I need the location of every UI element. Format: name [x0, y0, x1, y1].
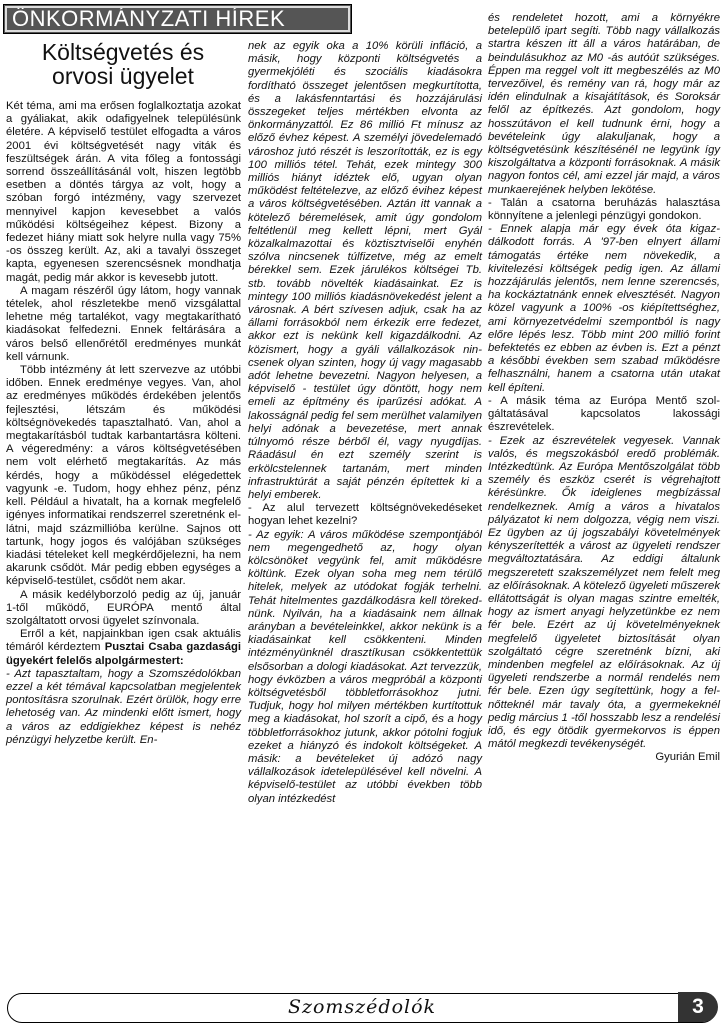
paragraph: nek az egyik oka a 10% körüli infláció, a másik, hogy központi költségvetés a gyermekjóléti és szociális kiadásokra fordítható összeget jelentősen megkurtította, és a lakásfenntartási és hozzájárulási összegeket teljes mértékben elvonta az önkormányzattól. Ez 86 millió Ft mínusz az előző évhez képest. A személyi jövedelemadó városhoz jutó részét is leszorították, ez is egy 100 milliós tétel. Tehát, ezek mintegy 300 milliós hiányt idéztek elő, ugyan olyan működést feltételezve, az előző évihez képest a város költségvetésében. Aztán itt vannak a kötelező béremelések, amit úgy gondolom feltétlenül meg kellett lépni, mert Gyál közalkalmazottai és köztisztviselői enyhén szólva nincsenek túlfizetve, még az emelt bérekkel sem. Ezek járulékos költségei Tb. stb. tovább növelték kiadásainkat. Ez is mintegy 100 milliós kiadásnövekedést jelent a városnak. A bért szívesen adjuk, csak ha az állami forrásokból nem érkezik erre fedezet, akkor ezt is nekünk kell kigazdálkodni. Az közismert, hogy a gyáli vállalkozások nincsenek olyan szinten, hogy új vagy magasabb adót lehetne bevezetni. Nagyon helyesen, a képviselő - testület úgy döntött, hogy nem emeli az építmény és iparűzési adókat. A lakosságnál pedig fel sem merülhet valamilyen helyi adónak a bevezetése, mert annak túlnyomó része bérből él, vagy nyugdíjas. Ráadásul én ezt személy szerint is erkölcstelennek tartanám, mert minden infrastruktúrát a saját pénzén építettek ki a helyi emberek. [248, 40, 482, 501]
publication-title: Szomszédolók [287, 996, 437, 1018]
paragraph [6, 628, 241, 668]
page-footer [7, 993, 717, 1023]
paragraph: és rendeletet hozott, ami a környékre betelepülő ipart segíti. Több nagy vállalkozás startra készen itt áll a város határában, de beindulásukhoz az M0 -ás autóút szükséges. Éppen ma reggel volt itt megbeszélés az M0 tervezőivel, és remény van rá, hogy már az idén elindulnak a kisajátítások, és Soroksár felől az építkezés. Azt gondolom, hogy hosszútávon el kell tudnunk érni, hogy a bevételeink úgy alakuljanak, hogy a költségvetésünk készítésénél ne legyünk így kiszolgáltatva a központi forrásoknak. A másik nagyon fontos cél, ami ezzel jár majd, a város munkaerejének helyben lekötése. [488, 12, 720, 196]
paragraph: Két téma, ami ma erősen foglalkoztatja azokat a gyáliakat, akik odafigyelnek településünk életére. A képviselő testület elfogadta a város 2001 évi költségvetését nagy viták és feszültségek árán. A vita főleg a fontossági sorrend összeállításánál volt, hiszen legtöbb esetben a döntés tárgya az volt, hogy a szóban forgó intézmény, vagy szervezet mennyivel kapjon kevesebbet a valós működési költségeihez képest. Bizony a fedezet hiány miatt sok helyre nulla vagy 75% -os összeg került. Az, aki a tavalyi összeget kapta, egyenesen szerencsésnek mondhatja magát, pedig már akkor is kevesebb jutott. [6, 100, 241, 284]
article-title [3, 40, 243, 88]
intro-text: Erről a két, napjainkban igen csak aktuális témáról kérdeztem [6, 628, 241, 654]
question: - Talán a csatorna beruházás halasztása könnyítene a jelenlegi pénzügyi gondokon. [488, 196, 720, 223]
article-column-1 [6, 100, 241, 747]
article-column-3 [488, 12, 720, 765]
paragraph: - Ezek az észrevételek vegyesek. Vannak valós, és megszokásból eredő problémák. Intézkedtünk. Az Európa Mentőszolgálat több személy és eszköz cserét is végrehajtott kérésünkre. Ők ideiglenes megbízással rendelkeznek. Amíg a város a hivatalos pályázatot ki nem dolgozza, végig nem viszi. Ez ügyben az új jogszabályi követelmények kényszerítették a várost az ügyeleti rendszer megváltoztatására. Az eddigi általunk megszeretett szakszemélyzet nem felelt meg az előírásoknak. A kötelező ügyeleti műszerek ellátottságát is olyan magas szintre emelték, hogy az ismert anyagi helyzetünkbe ez nem fér bele. Ezért az új követelményeknek megfelelő ügyeletet biztosítását olyan szolgáltató cégre szeretnénk bízni, aki mindenben megfelel az előírásoknak. Az új ügyeleti rendszerbe a normál rendelés nem fér bele. Ezen úgy segítettünk, hogy a felnőtteknél már tavaly óta, a gyermekeknél pedig március 1 -től hosszabb lesz a rendelési idő, és egy ötödik gyermekorvos is éppen mától megkezdi tevékenységét. [488, 434, 720, 751]
question: - A másik téma az Európa Mentő szolgáltatásával kapcsolatos lakossági észrevételek. [488, 394, 720, 434]
page-number: 3 [678, 992, 718, 1022]
paragraph: A magam részéről úgy látom, hogy vannak tételek, ahol részletekbe menő vizsgálattal lehetne még tartalékot, vagy megtakarítható kiadásokat felfedezni. Ennek feltárására a város belső ellenőrétől eredményes munkát kell várnunk. [6, 284, 241, 363]
title-line-1: Költségvetés és [41, 39, 205, 65]
paragraph: - Ennek alapja már egy évek óta kigazdálkodott forrás. A '97-ben elnyert állami támogatás értéke nem növekedik, a kivitelezési költségek pedig igen. Az állami hozzájárulás jelentős, nem lenne szerencsés, ha kockáztatnánk ennek elvesztését. Nagyon közel vagyunk a 100% -os kiépítettséghez, ami környezetvédelmi szempontból is nagy előre lépés lesz. Több mint 200 millió forint befektetés ez ebben az évben is. Ezt a pénzt a későbbi években sem szabad működésre felhasználni, hanem a csatorna után utakat kell építeni. [488, 223, 720, 394]
question: - Az alul tervezett költségnövekedéseket hogyan lehet kezelni? [248, 502, 482, 528]
title-line-2: orvosi ügyelet [52, 63, 194, 89]
paragraph: - Az egyik: A város működése szempontjából nem megengedhető az, hogy olyan kölcsönöket vegyünk fel, amit működésre költünk. Ezek olyan soha meg nem térülő hitelek, melyek az utódokat fogják terhelni. Tehát hitelmentes gazdálkodásra kell törekednünk. Nyilván, ha a kiadásaink nem állnak arányban a bevételeinkkel, akkor nekünk is a kiadásainkat kell csökkenteni. Minden intézményünknél drasztíkusan csökkentettük elsősorban a dologi kiadásokat. Azt tervezzük, hogy évközben a város megpróbál a központi költségvetésből többletforrásokhoz jutni. Tudjuk, hogy hol milyen mértékben kurtítottuk meg a kiadásokat, hol szorít a cipő, és a hogy többletforrásokhoz jutunk, akkor pótolni fogjuk ezeket a hiányzó és indokolt költségeket. A másik: a bevételeket új adózó nagy vállalkozások idetelepülésével kell növelni. A képviselő-testület az utóbbi években több olyan intézkedést [248, 528, 482, 805]
paragraph: A másik kedélyborzoló pedig az új, január 1-től működő, EURÓPA mentő által szolgáltatott orvosi ügyelet színvonala. [6, 588, 241, 627]
interviewee-name: Pusztai Csaba gazdasági ügyekért felelős alpolgármestert: [6, 641, 242, 667]
section-header: ÖNKORMÁNYZATI HÍREK [3, 4, 352, 34]
author-signature: Gyurián Emil [655, 751, 720, 764]
paragraph: - Azt tapasztaltam, hogy a Szomszédolókban ezzel a két témával kapcsolatban megjelentek pontosításra szorulnak. Ezért örülök, hogy erre lehetoség van. Az mindenki előtt ismert, hogy a város az eddigiekhez képest is nehéz pénzügyi helyzetbe került. En- [6, 667, 241, 746]
paragraph: Több intézmény át lett szervezve az utóbbi időben. Ennek eredménye vegyes. Van, ahol az eredményes működés érdekében jelentős fejlesztési, létszám és működési költségnövekedés tapasztalható. Van, ahol a megtakarításból tudtak karbantartásra költeni. A végeredmény: a város költségvetésében nem volt elérhető megtakarítás. Az más kérdés, hogy a működéssel elégedettek vagyunk -e. Tudom, hogy ehhez pénz, pénz kell. Például a hivatalt, ha a kornak megfelelő igényes informatikai rendszerrel szeretnénk ellátni, majd százmillióba kerülne. Sajnos ott tartunk, hogy jogos és valójában szükséges kiadási tételeket kell megkérdőjelezni, ha nem akarunk csődöt. Már pedig ebben egységes a képviselő-testület, csődöt nem akar. [6, 364, 241, 588]
article-column-2 [248, 40, 482, 806]
